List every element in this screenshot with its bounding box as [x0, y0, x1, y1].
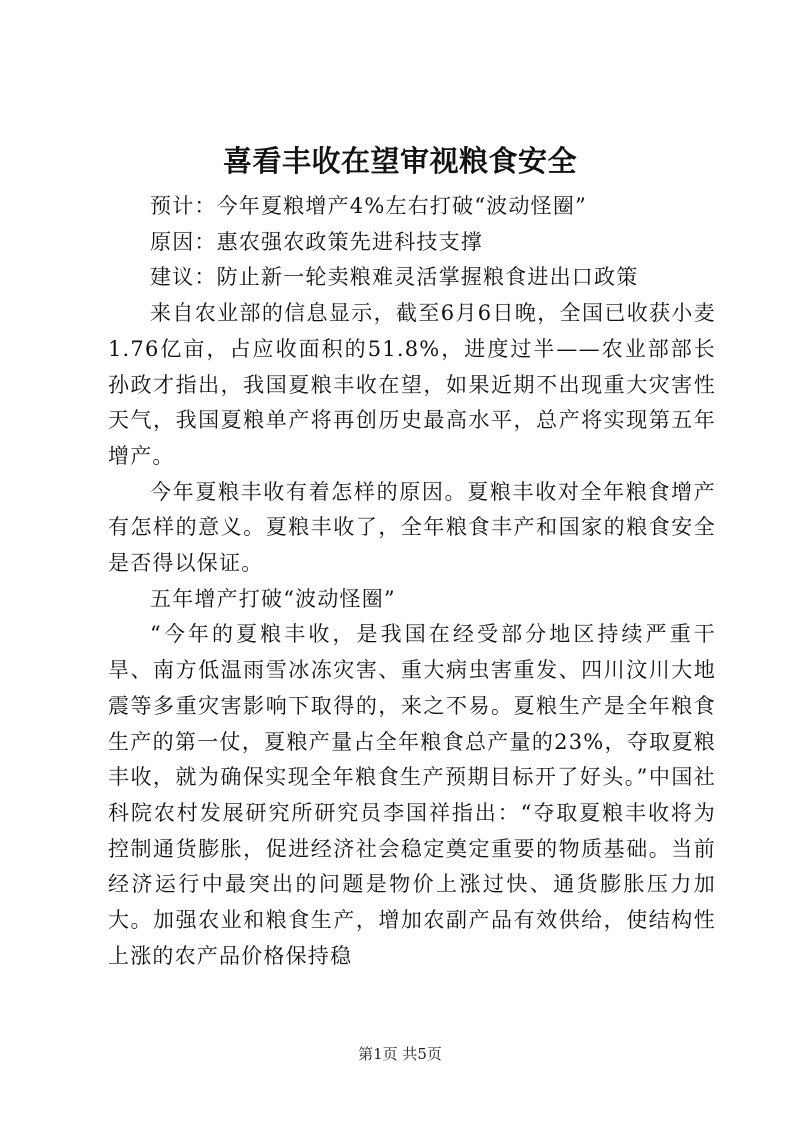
document-title: 喜看丰收在望审视粮食安全	[222, 144, 577, 178]
paragraph-suggestion: 建议：防止新一轮卖粮难灵活掌握粮食进出口政策	[150, 265, 639, 290]
paragraph-reason: 原因：惠农强农政策先进科技支撑	[150, 229, 483, 254]
paragraph-ministry-info: 来自农业部的信息显示，截至6月6日晚，全国已收获小麦1.76亿亩，占应收面积的51.8%，进度过半——农业部部长孙政才指出，我国夏粮丰收在望，如果近期不出现重大灾害性天气，我国夏粮单产将再创历史最高水平，总产将实现第五年增产。	[108, 301, 716, 468]
page-footer: 第1页 共5页	[358, 1045, 442, 1063]
paragraph-forecast: 预计：今年夏粮增产4%左右打破“波动怪圈”	[150, 194, 587, 218]
paragraph-questions: 今年夏粮丰收有着怎样的原因。夏粮丰收对全年粮食增产有怎样的意义。夏粮丰收了，全年粮食丰产和国家的粮食安全是否得以保证。	[108, 479, 716, 576]
paragraph-quote: “今年的夏粮丰收，是我国在经受部分地区持续严重干旱、南方低温雨雪冰冻灾害、重大病虫害重发、四川汶川大地震等多重灾害影响下取得的，来之不易。夏粮生产是全年粮食生产的第一仗，夏粮产量占全年粮食总产量的23%，夺取夏粮丰收，就为确保实现全年粮食生产预期目标开了好头。”中国社科院农村发展研究所研究员李国祥指出：“夺取夏粮丰收将为控制通货膨胀，促进经济社会稳定奠定重要的物质基础。当前经济运行中最突出的问题是物价上涨过快、通货膨胀压力加大。加强农业和粮食生产，增加农副产品有效供给，使结构性上涨的农产品价格保持稳	[108, 622, 716, 968]
section-heading: 五年增产打破“波动怪圈”	[150, 586, 396, 611]
document-body	[108, 189, 716, 974]
